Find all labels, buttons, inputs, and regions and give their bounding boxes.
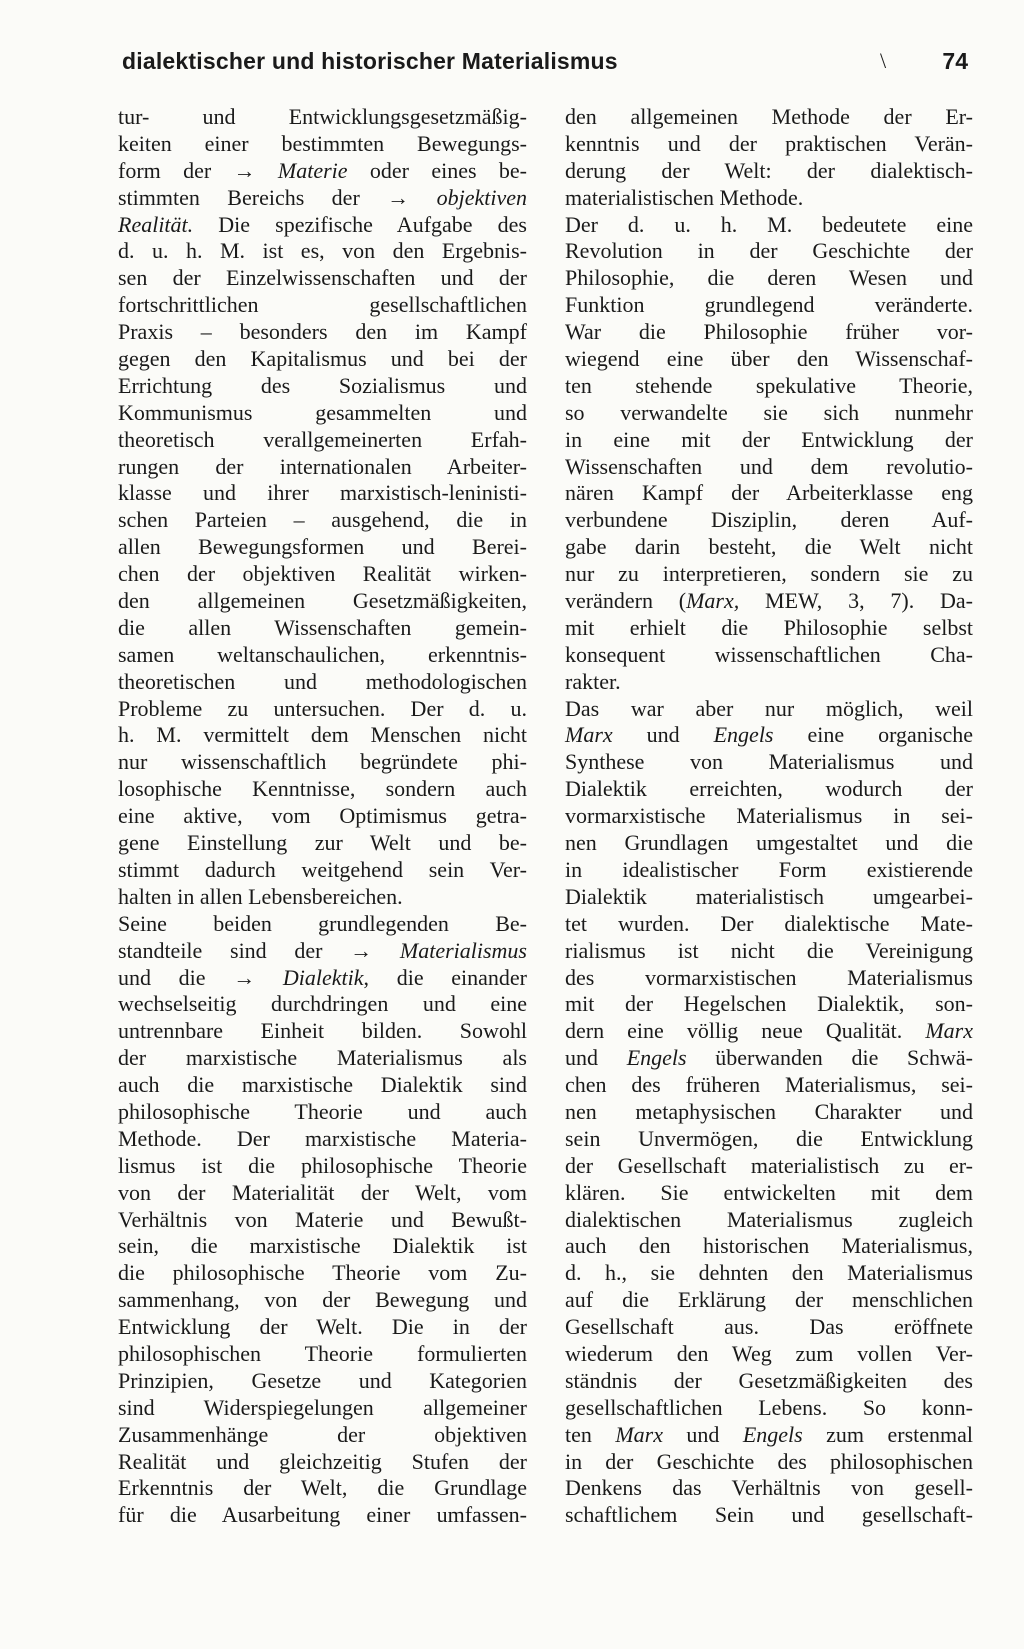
- italic-term: Engels: [742, 1421, 803, 1447]
- text-line: [565, 722, 973, 749]
- text-segment: Erkenntnis der Welt, die Grundlage: [118, 1475, 527, 1501]
- text-line: [118, 588, 527, 615]
- text-line: [118, 965, 527, 992]
- text-segment: und die →: [118, 964, 283, 990]
- text-segment: eine aktive, vom Optimismus getra-: [118, 803, 527, 829]
- text-segment: Denkens das Verhältnis von gesell-: [565, 1475, 973, 1501]
- text-segment: Synthese von Materialismus und: [565, 749, 973, 775]
- text-line: [118, 131, 527, 158]
- text-line: [565, 1233, 973, 1260]
- text-line: [565, 507, 973, 534]
- text-segment: , die einander: [363, 964, 527, 990]
- text-line: [565, 1449, 973, 1476]
- text-line: [565, 454, 973, 481]
- text-line: [565, 991, 973, 1018]
- text-line: [118, 749, 527, 776]
- text-line: [118, 642, 527, 669]
- text-segment: kenntnis und der praktischen Verän-: [565, 130, 973, 156]
- text-line: [565, 346, 973, 373]
- text-segment: form der →: [118, 157, 278, 183]
- text-segment: für die Ausarbeitung einer umfassen-: [118, 1502, 527, 1528]
- text-segment: wiederum den Weg zum vollen Ver-: [565, 1340, 973, 1366]
- text-segment: Seine beiden grundlegenden Be-: [118, 910, 527, 936]
- text-segment: zum erstenmal: [802, 1421, 973, 1447]
- text-segment: eine organische: [773, 722, 973, 748]
- text-line: [118, 1314, 527, 1341]
- text-line: [118, 185, 527, 212]
- text-segment: mit der Hegelschen Dialektik, son-: [565, 991, 973, 1017]
- text-line: [565, 857, 973, 884]
- text-line: [118, 1099, 527, 1126]
- text-line: [118, 857, 527, 884]
- text-line: [565, 696, 973, 723]
- text-line: [565, 1072, 973, 1099]
- text-segment: rialismus ist nicht die Vereinigung: [565, 937, 973, 963]
- italic-term: Dialektik: [282, 964, 364, 990]
- text-column-left: [118, 104, 527, 1529]
- text-segment: d. h., sie dehnten den Materialismus: [565, 1260, 973, 1286]
- text-line: [565, 1368, 973, 1395]
- text-segment: standteile sind der →: [118, 937, 400, 963]
- text-line: [118, 104, 527, 131]
- text-segment: des vormarxistischen Materialismus: [565, 964, 973, 990]
- text-segment: Gesellschaft aus. Das eröffnete: [565, 1314, 973, 1340]
- text-segment: stimmten Bereichs der →: [118, 184, 437, 210]
- text-line: [565, 1099, 973, 1126]
- text-segment: halten in allen Lebensbereichen.: [118, 883, 403, 909]
- text-segment: dialektischen Materialismus zugleich: [565, 1206, 973, 1232]
- text-segment: Die spezifische Aufgabe des: [193, 211, 527, 237]
- italic-term: Marx: [565, 722, 613, 748]
- text-segment: klasse und ihrer marxistisch-leninisti-: [118, 480, 527, 506]
- text-line: [118, 158, 527, 185]
- text-line: [565, 534, 973, 561]
- text-segment: in der Geschichte des philosophischen: [565, 1448, 973, 1474]
- text-segment: sammenhang, von der Bewegung und: [118, 1287, 527, 1313]
- text-segment: Dialektik materialistisch umgearbei-: [565, 883, 973, 909]
- text-line: [565, 292, 973, 319]
- text-segment: lismus ist die philosophische Theorie: [118, 1152, 527, 1178]
- text-line: [118, 1475, 527, 1502]
- text-line: [118, 1395, 527, 1422]
- text-line: [118, 991, 527, 1018]
- text-line: [118, 938, 527, 965]
- text-segment: sein Unvermögen, die Entwicklung: [565, 1125, 973, 1151]
- text-line: [118, 400, 527, 427]
- text-segment: nur wissenschaftlich begründete phi-: [118, 749, 527, 775]
- text-line: [565, 1260, 973, 1287]
- text-line: [565, 158, 973, 185]
- text-line: [565, 212, 973, 239]
- text-segment: so verwandelte sie sich nunmehr: [565, 399, 973, 425]
- text-line: [565, 480, 973, 507]
- running-head: [122, 48, 968, 84]
- text-segment: und: [612, 722, 714, 748]
- text-segment: die philosophische Theorie vom Zu-: [118, 1260, 527, 1286]
- text-segment: allen Bewegungsformen und Berei-: [118, 534, 527, 560]
- text-segment: wechselseitig durchdringen und eine: [118, 991, 527, 1017]
- text-segment: chen der objektiven Realität wirken-: [118, 561, 527, 587]
- text-line: [118, 427, 527, 454]
- text-segment: mit erhielt die Philosophie selbst: [565, 614, 973, 640]
- text-segment: rakter.: [565, 668, 621, 694]
- text-line: [118, 884, 527, 911]
- text-line: [565, 1502, 973, 1529]
- text-segment: Zusammenhänge der objektiven: [118, 1421, 527, 1447]
- text-segment: nur zu interpretieren, sondern sie zu: [565, 561, 973, 587]
- text-segment: Das war aber nur möglich, weil: [565, 695, 973, 721]
- text-segment: sen der Einzelwissenschaften und der: [118, 265, 527, 291]
- text-line: [118, 480, 527, 507]
- text-segment: War die Philosophie früher vor-: [565, 319, 973, 345]
- text-line: [118, 669, 527, 696]
- text-segment: von der Materialität der Welt, vom: [118, 1179, 527, 1205]
- text-segment: klären. Sie entwickelten mit dem: [565, 1179, 973, 1205]
- text-line: [565, 1126, 973, 1153]
- text-line: [565, 427, 973, 454]
- text-line: [565, 373, 973, 400]
- text-segment: derung der Welt: der dialektisch-: [565, 157, 973, 183]
- text-line: [118, 454, 527, 481]
- text-column-right: [565, 104, 973, 1529]
- text-segment: gene Einstellung zur Welt und be-: [118, 830, 527, 856]
- text-segment: gesellschaftlichen Lebens. So konn-: [565, 1394, 973, 1420]
- text-line: [118, 1449, 527, 1476]
- text-segment: dern eine völlig neue Qualität.: [565, 1018, 926, 1044]
- text-line: [118, 1207, 527, 1234]
- text-line: [565, 104, 973, 131]
- text-line: [118, 292, 527, 319]
- text-segment: in idealistischer Form existierende: [565, 856, 973, 882]
- text-segment: Revolution in der Geschichte der: [565, 238, 973, 264]
- text-segment: in eine mit der Entwicklung der: [565, 426, 973, 452]
- italic-term: Engels: [626, 1045, 687, 1071]
- text-line: [118, 238, 527, 265]
- text-segment: ten: [565, 1421, 616, 1447]
- text-segment: rungen der internationalen Arbeiter-: [118, 453, 527, 479]
- italic-term: Marx: [925, 1018, 973, 1044]
- text-segment: Dialektik erreichten, wodurch der: [565, 776, 973, 802]
- text-segment: tet wurden. Der dialektische Mate-: [565, 910, 973, 936]
- text-line: [118, 373, 527, 400]
- text-line: [565, 1153, 973, 1180]
- text-line: [565, 884, 973, 911]
- text-line: [118, 1260, 527, 1287]
- text-line: [565, 1207, 973, 1234]
- text-line: [565, 830, 973, 857]
- text-line: [565, 238, 973, 265]
- text-segment: schaftlichem Sein und gesellschaft-: [565, 1502, 973, 1528]
- text-line: [565, 1287, 973, 1314]
- text-segment: Der d. u. h. M. bedeutete eine: [565, 211, 973, 237]
- running-head-title: dialektischer und historischer Materialismus: [122, 48, 618, 74]
- text-line: [118, 1153, 527, 1180]
- text-segment: oder eines be-: [347, 157, 527, 183]
- text-segment: Funktion grundlegend veränderte.: [565, 292, 973, 318]
- text-line: [118, 830, 527, 857]
- text-line: [565, 1180, 973, 1207]
- text-segment: stimmt dadurch weitgehend sein Ver-: [118, 856, 527, 882]
- text-line: [118, 1368, 527, 1395]
- text-segment: Praxis – besonders den im Kampf: [118, 319, 527, 345]
- text-segment: die allen Wissenschaften gemein-: [118, 614, 527, 640]
- italic-term: Realität.: [118, 211, 194, 237]
- text-line: [565, 131, 973, 158]
- text-line: [118, 1341, 527, 1368]
- text-line: [565, 1045, 973, 1072]
- text-segment: konsequent wissenschaftlichen Cha-: [565, 641, 973, 667]
- text-segment: ten stehende spekulative Theorie,: [565, 372, 973, 398]
- text-segment: d. u. h. M. ist es, von den Ergebnis-: [118, 238, 527, 264]
- text-line: [565, 588, 973, 615]
- text-line: [118, 722, 527, 749]
- text-segment: samen weltanschaulichen, erkenntnis-: [118, 641, 527, 667]
- text-line: [118, 212, 527, 239]
- text-line: [565, 1475, 973, 1502]
- text-segment: gabe darin besteht, die Welt nicht: [565, 534, 973, 560]
- text-line: [118, 615, 527, 642]
- text-line: [565, 803, 973, 830]
- text-line: [565, 642, 973, 669]
- text-segment: den allgemeinen Methode der Er-: [565, 104, 973, 129]
- text-segment: nen metaphysischen Charakter und: [565, 1098, 973, 1124]
- text-segment: untrennbare Einheit bilden. Sowohl: [118, 1018, 527, 1044]
- text-segment: auch die marxistische Dialektik sind: [118, 1072, 527, 1098]
- text-segment: Methode. Der marxistische Materia-: [118, 1125, 527, 1151]
- text-segment: fortschrittlichen gesellschaftlichen: [118, 292, 527, 318]
- text-segment: Verhältnis von Materie und Bewußt-: [118, 1206, 527, 1232]
- text-line: [565, 776, 973, 803]
- text-line: [565, 669, 973, 696]
- text-line: [118, 696, 527, 723]
- text-line: [565, 615, 973, 642]
- text-line: [565, 1395, 973, 1422]
- text-segment: nären Kampf der Arbeiterklasse eng: [565, 480, 973, 506]
- text-line: [118, 265, 527, 292]
- text-segment: philosophischen Theorie formulierten: [118, 1340, 527, 1366]
- text-segment: der Gesellschaft materialistisch zu er-: [565, 1152, 973, 1178]
- text-line: [565, 319, 973, 346]
- text-line: [565, 749, 973, 776]
- text-line: [118, 346, 527, 373]
- text-line: [118, 911, 527, 938]
- text-line: [118, 803, 527, 830]
- text-segment: Wissenschaften und dem revolutio-: [565, 453, 973, 479]
- margin-mark: \: [880, 48, 887, 73]
- text-line: [565, 1018, 973, 1045]
- text-segment: ständnis der Gesetzmäßigkeiten des: [565, 1367, 973, 1393]
- text-line: [118, 1126, 527, 1153]
- text-segment: verändern (: [565, 588, 687, 614]
- text-line: [565, 1341, 973, 1368]
- text-line: [565, 265, 973, 292]
- text-segment: theoretischen und methodologischen: [118, 668, 527, 694]
- text-line: [565, 965, 973, 992]
- text-segment: überwanden die Schwä-: [686, 1045, 973, 1071]
- text-line: [118, 1287, 527, 1314]
- text-line: [118, 561, 527, 588]
- text-segment: Philosophie, die deren Wesen und: [565, 265, 973, 291]
- text-segment: h. M. vermittelt dem Menschen nicht: [118, 722, 527, 748]
- italic-term: Engels: [713, 722, 774, 748]
- text-segment: theoretisch verallgemeinerten Erfah-: [118, 426, 527, 452]
- italic-term: objektiven: [436, 184, 527, 210]
- text-line: [565, 1314, 973, 1341]
- text-line: [565, 561, 973, 588]
- text-segment: schen Parteien – ausgehend, die in: [118, 507, 527, 533]
- text-line: [118, 1180, 527, 1207]
- text-segment: vormarxistische Materialismus in sei-: [565, 803, 973, 829]
- text-line: [118, 1422, 527, 1449]
- text-segment: Kommunismus gesammelten und: [118, 399, 527, 425]
- text-segment: Realität und gleichzeitig Stufen der: [118, 1448, 527, 1474]
- italic-term: Marx,: [686, 588, 740, 614]
- text-segment: philosophische Theorie und auch: [118, 1098, 527, 1124]
- text-segment: keiten einer bestimmten Bewegungs-: [118, 130, 527, 156]
- text-segment: tur- und Entwicklungsgesetzmäßig-: [118, 104, 527, 129]
- text-segment: gegen den Kapitalismus und bei der: [118, 346, 527, 372]
- text-line: [565, 1422, 973, 1449]
- text-segment: Probleme zu untersuchen. Der d. u.: [118, 695, 527, 721]
- text-segment: Entwicklung der Welt. Die in der: [118, 1314, 527, 1340]
- text-line: [565, 185, 973, 212]
- page-number: 74: [942, 48, 968, 74]
- text-segment: Errichtung des Sozialismus und: [118, 372, 527, 398]
- text-segment: verbundene Disziplin, deren Auf-: [565, 507, 973, 533]
- text-segment: materialistischen Methode.: [565, 184, 804, 210]
- text-segment: MEW, 3, 7). Da-: [739, 588, 973, 614]
- italic-term: Materie: [277, 157, 348, 183]
- text-segment: losophische Kenntnisse, sondern auch: [118, 776, 527, 802]
- text-segment: Prinzipien, Gesetze und Kategorien: [118, 1367, 527, 1393]
- text-line: [118, 1018, 527, 1045]
- italic-term: Materialismus: [399, 937, 527, 963]
- text-segment: sein, die marxistische Dialektik ist: [118, 1233, 527, 1259]
- italic-term: Marx: [615, 1421, 663, 1447]
- text-segment: nen Grundlagen umgestaltet und die: [565, 830, 973, 856]
- text-line: [118, 1072, 527, 1099]
- text-line: [118, 1045, 527, 1072]
- text-line: [565, 938, 973, 965]
- text-segment: den allgemeinen Gesetzmäßigkeiten,: [118, 588, 527, 614]
- text-segment: und: [565, 1045, 627, 1071]
- text-segment: wiegend eine über den Wissenschaf-: [565, 346, 973, 372]
- text-segment: auf die Erklärung der menschlichen: [565, 1287, 973, 1313]
- text-segment: chen des früheren Materialismus, sei-: [565, 1072, 973, 1098]
- text-line: [118, 507, 527, 534]
- text-line: [118, 534, 527, 561]
- text-line: [118, 319, 527, 346]
- text-line: [118, 1502, 527, 1529]
- text-segment: sind Widerspiegelungen allgemeiner: [118, 1394, 527, 1420]
- text-segment: und: [662, 1421, 743, 1447]
- text-line: [565, 400, 973, 427]
- text-line: [118, 1233, 527, 1260]
- text-segment: der marxistische Materialismus als: [118, 1045, 527, 1071]
- text-line: [565, 911, 973, 938]
- text-line: [118, 776, 527, 803]
- text-segment: auch den historischen Materialismus,: [565, 1233, 973, 1259]
